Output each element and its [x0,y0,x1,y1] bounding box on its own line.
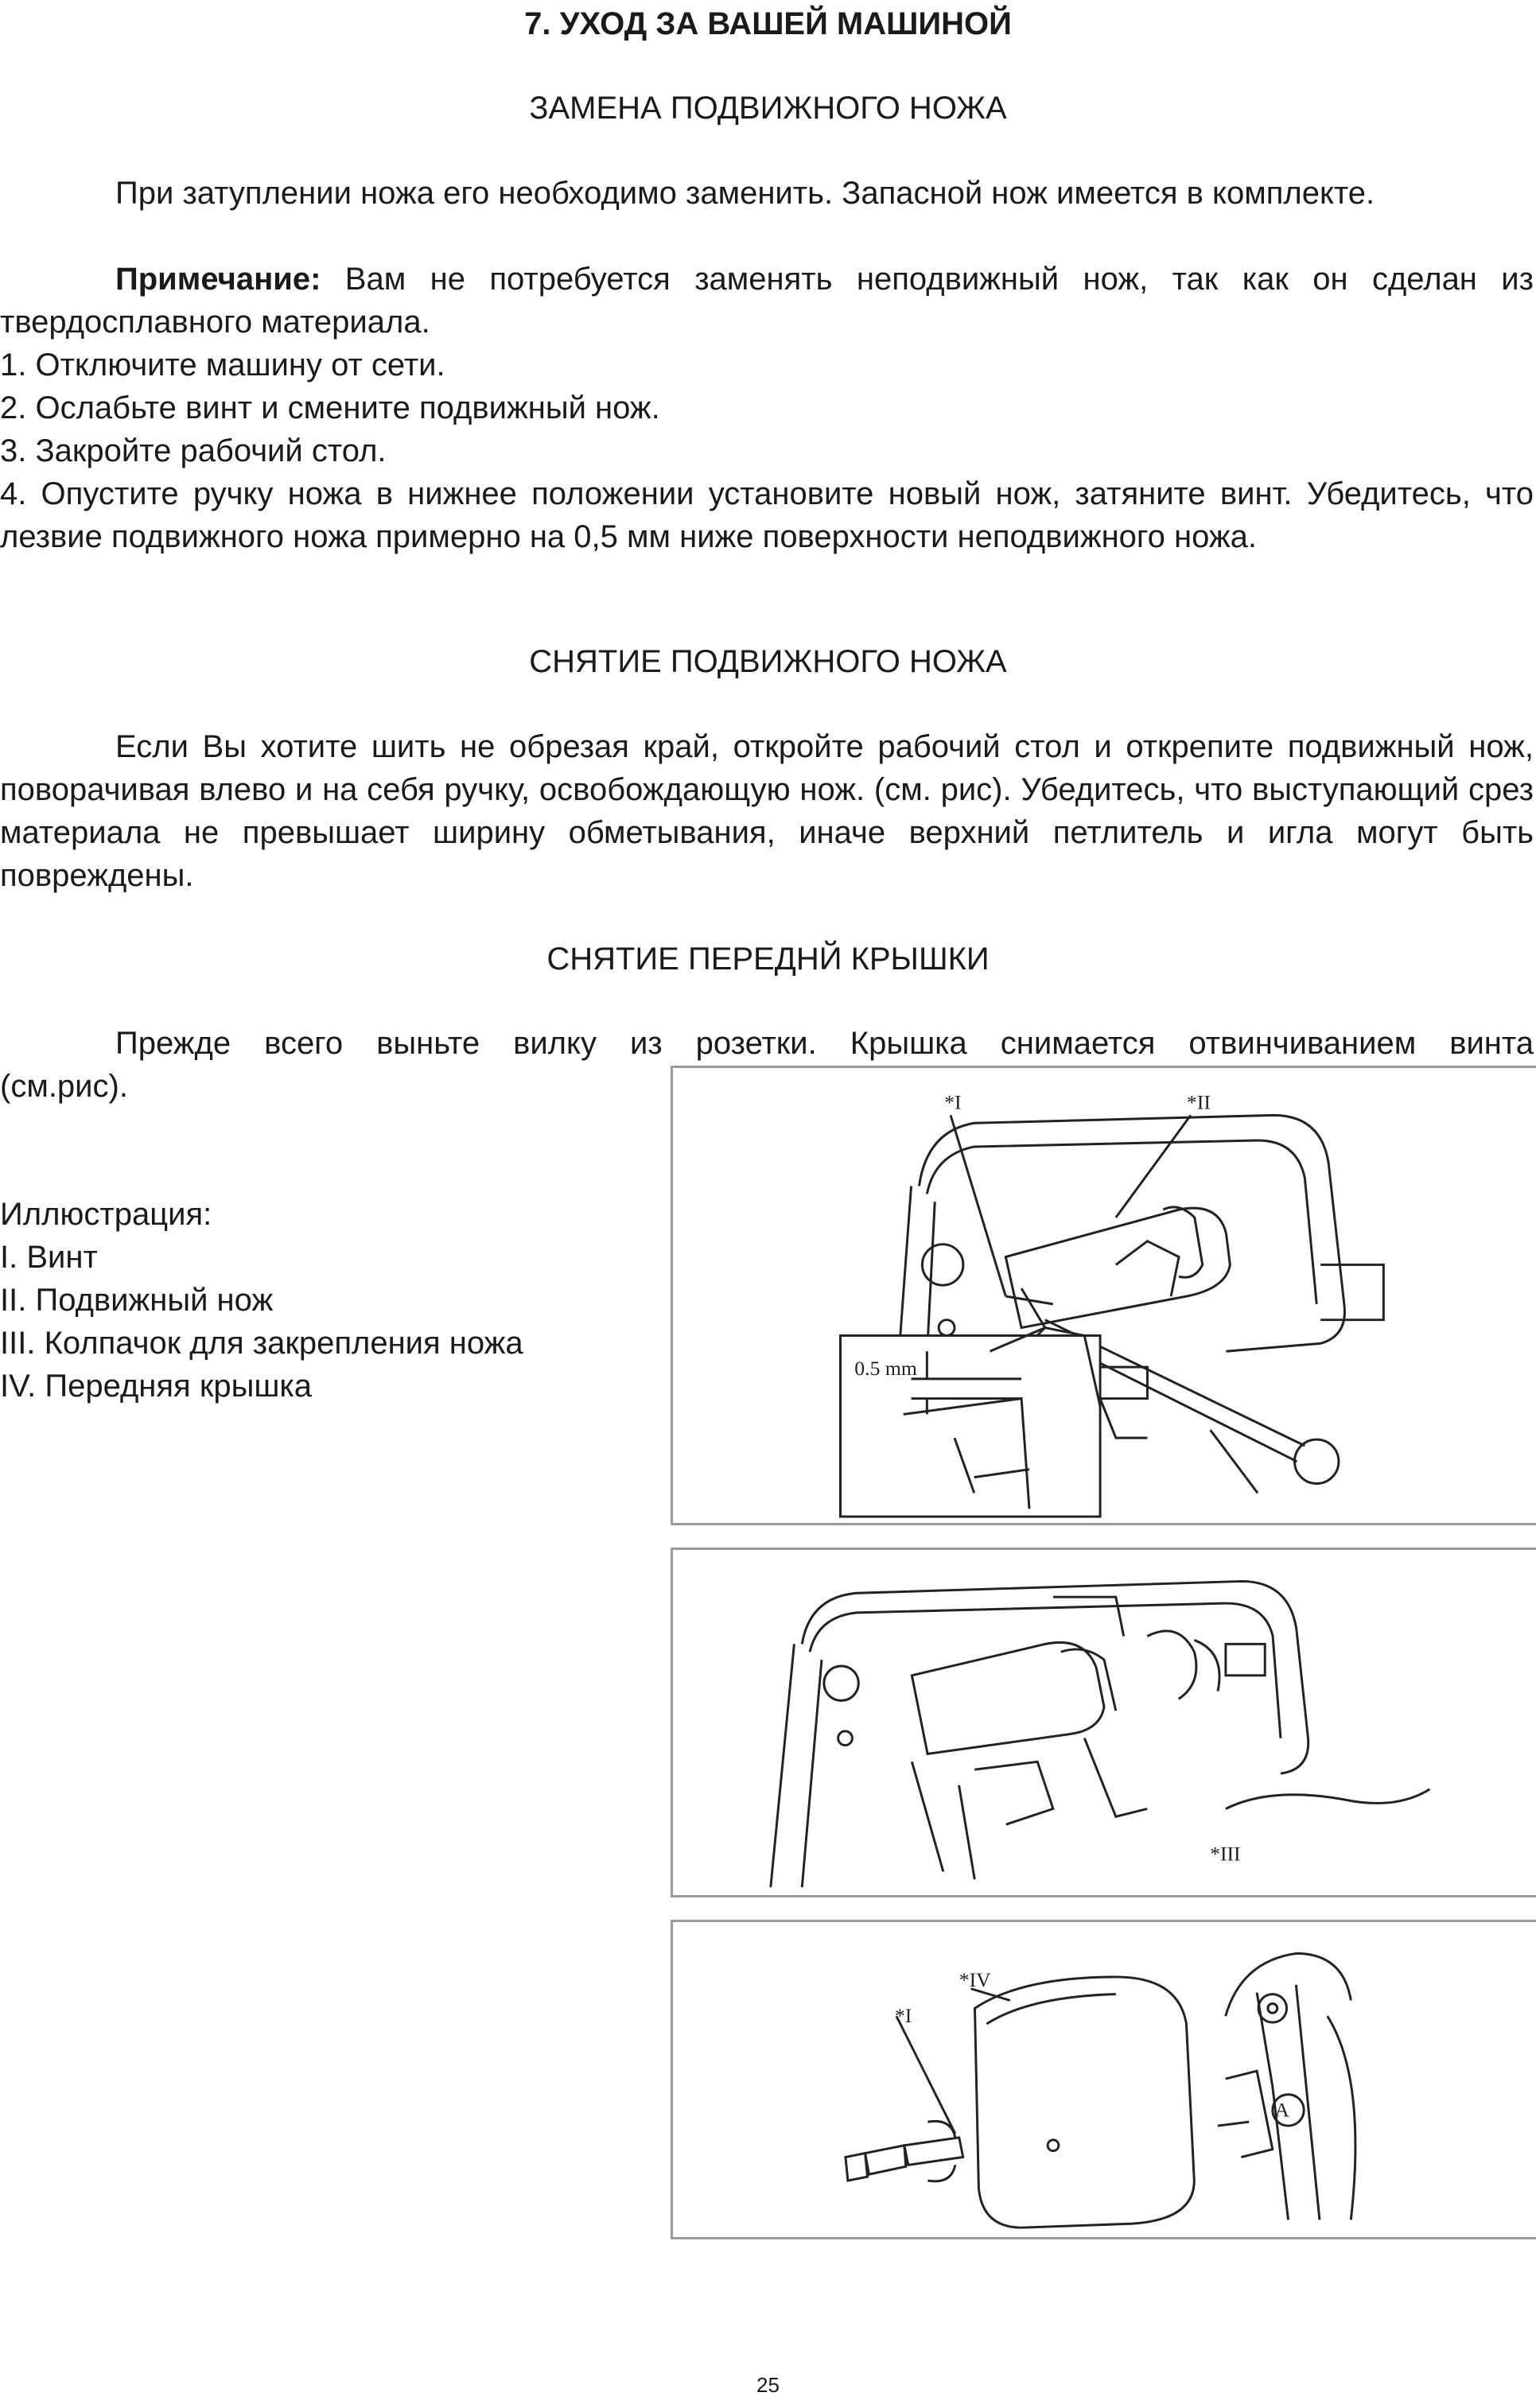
fig3-callout-iv: *IV [959,1967,991,1991]
note-label: Примечание: [115,262,321,297]
legend-item-front-cover: IV. Передняя крышка [0,1369,313,1404]
paragraph-remove-cover-ref: (см.рис). [0,1069,128,1104]
paragraph-note [0,258,1534,344]
heading-remove-knife: СНЯТИЕ ПОДВИЖНОГО НОЖА [529,644,1007,679]
paragraph-intro: При затуплении ножа его необходимо заменить. Запасной нож имеется в комплекте. [115,176,1375,211]
legend-item-movable-knife: II. Подвижный нож [0,1283,274,1318]
legend-item-knife-cap: III. Колпачок для закрепления ножа [0,1326,523,1361]
fig1-callout-ii: *II [1186,1090,1211,1114]
heading-remove-cover: СНЯТИЕ ПЕРЕДНЙ КРЫШКИ [546,942,990,977]
note-text: Вам не потребуется заменять неподвижный нож, так как он сделан из твердосплавного материала. [0,262,1534,340]
page-number: 25 [756,2373,780,2397]
section-title: 7. УХОД ЗА ВАШЕЙ МАШИНОЙ [524,6,1012,41]
fig3-callout-i: *I [895,2004,912,2028]
step-2: 2. Ослабьте винт и смените подвижный нож. [0,390,660,425]
fig1-callout-i: *I [944,1090,962,1114]
paragraph-remove-knife: Если Вы хотите шить не обрезая край, откройте рабочий стол и открепите подвижный нож, поворачивая влево и на себя ручку, освобождающую нож. (см. рис). Убедитесь, что выступающий срез материала не превышает ширину обметывания, иначе верхний петлитель и игла могут быть повреждены. [0,729,1534,893]
figure-knife-replacement [671,1066,1536,1525]
figure-knife-replacement-drawing [673,1068,1536,1523]
step-1: 1. Отключите машину от сети. [0,348,445,383]
figure-knife-removal-drawing [673,1550,1536,1895]
fig2-callout-iii: *III [1210,1842,1241,1866]
fig1-measure-label: 0.5 mm [854,1356,917,1380]
figure-knife-removal [671,1548,1536,1897]
fig3-callout-a: A [1274,2098,1289,2122]
figure-front-cover-removal-drawing [673,1922,1536,2237]
step-3: 3. Закройте рабочий стол. [0,433,387,468]
illustration-title: Иллюстрация: [0,1197,212,1232]
legend-item-screw: I. Винт [0,1240,98,1275]
step-4: 4. Опустите ручку ножа в нижнее положении установите новый нож, затяните винт. Убедитесь, что лезвие подвижного ножа примерно на 0,5 мм ниже поверхности неподвижного ножа. [0,476,1534,554]
heading-replace-knife: ЗАМЕНА ПОДВИЖНОГО НОЖА [529,91,1007,126]
figure-front-cover-removal [671,1920,1536,2239]
paragraph-remove-cover: Прежде всего выньте вилку из розетки. Крышка снимается отвинчиванием винта [115,1026,1534,1061]
